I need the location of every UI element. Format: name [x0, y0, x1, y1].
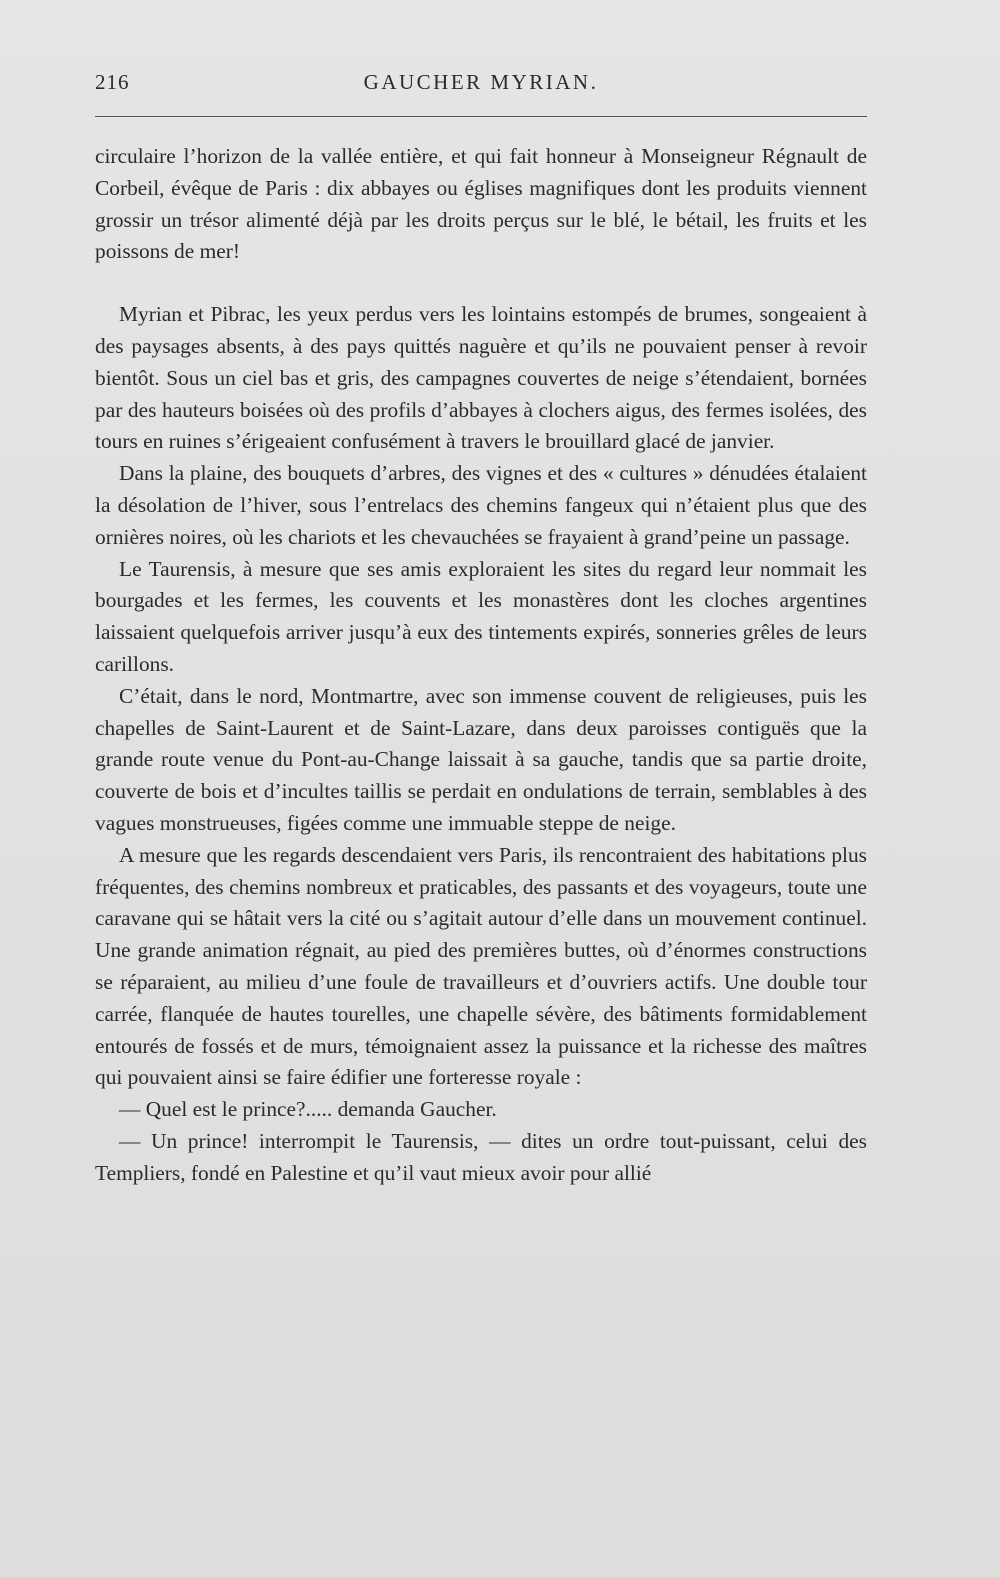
paragraph-continuation: circulaire l’horizon de la vallée entière, et qui fait honneur à Monseigneur Régnault de Corbeil, évêque de Paris : dix abbayes ou églises magnifiques dont les produits viennent grossir un trésor alimenté déjà par les droits perçus sur le blé, le bétail, les fruits et les poissons de mer!: [95, 144, 867, 264]
paragraph: Myrian et Pibrac, les yeux perdus vers les lointains estompés de brumes, songeaient à des paysages absents, à des pays quittés naguère et qu’ils ne pouvaient penser à revoir bientôt. Sous un ciel bas et gris, des campagnes couvertes de neige s’étendaient, bornées par des hauteurs boisées où des profils d’abbayes à clochers aigus, des fermes isolées, des tours en ruines s’érigeaient confusément à travers le brouillard glacé de janvier.: [95, 302, 867, 454]
dialogue-line: — Un prince! interrompit le Taurensis, — dites un ordre tout-puissant, celui des Templiers, fondé en Palestine et qu’il vaut mieux avoir pour allié: [95, 1128, 867, 1185]
running-title: GAUCHER MYRIAN.: [363, 70, 599, 94]
header-rule: [95, 116, 867, 117]
paragraph: Le Taurensis, à mesure que ses amis exploraient les sites du regard leur nommait les bourgades et les fermes, les couvents et les monastères dont les cloches argentines laissaient quelquefois arriver jusqu’à eux des tintements expirés, sonneries grêles de leurs carillons.: [95, 556, 867, 676]
paragraph: A mesure que les regards descendaient vers Paris, ils rencontraient des habitations plus fréquentes, des chemins nombreux et praticables, des passants et des voyageurs, toute une caravane qui se hâtait vers la cité ou s’agitait autour d’elle dans un mouvement continuel. Une grande animation régnait, au pied des premières buttes, où d’énormes constructions se réparaient, au milieu d’une foule de travailleurs et d’ouvriers actifs. Une double tour carrée, flanquée de hautes tourelles, une chapelle sévère, des bâtiments formidablement entourés de fossés et de murs, témoignaient assez la puissance et la richesse des maîtres qui pouvaient ainsi se faire édifier une forteresse royale :: [95, 842, 867, 1090]
dialogue-line: — Quel est le prince?..... demanda Gaucher.: [119, 1097, 497, 1122]
body-text: [95, 141, 867, 1190]
running-head: [95, 70, 867, 100]
paragraph: C’était, dans le nord, Montmartre, avec son immense couvent de religieuses, puis les chapelles de Saint-Laurent et de Saint-Lazare, dans deux paroisses contiguës que la grande route venue du Pont-au-Change laissait à sa gauche, tandis que sa partie droite, couverte de bois et d’incultes taillis se perdait en ondulations de terrain, semblables à des vagues monstrueuses, figées comme une immuable steppe de neige.: [95, 683, 867, 835]
paragraph: Dans la plaine, des bouquets d’arbres, des vignes et des « cultures » dénudées étalaient la désolation de l’hiver, sous l’entrelacs des chemins fangeux qui n’étaient plus que des ornières noires, où les chariots et les chevauchées se frayaient à grand’peine un passage.: [95, 461, 867, 549]
page-number: 216: [95, 70, 130, 94]
